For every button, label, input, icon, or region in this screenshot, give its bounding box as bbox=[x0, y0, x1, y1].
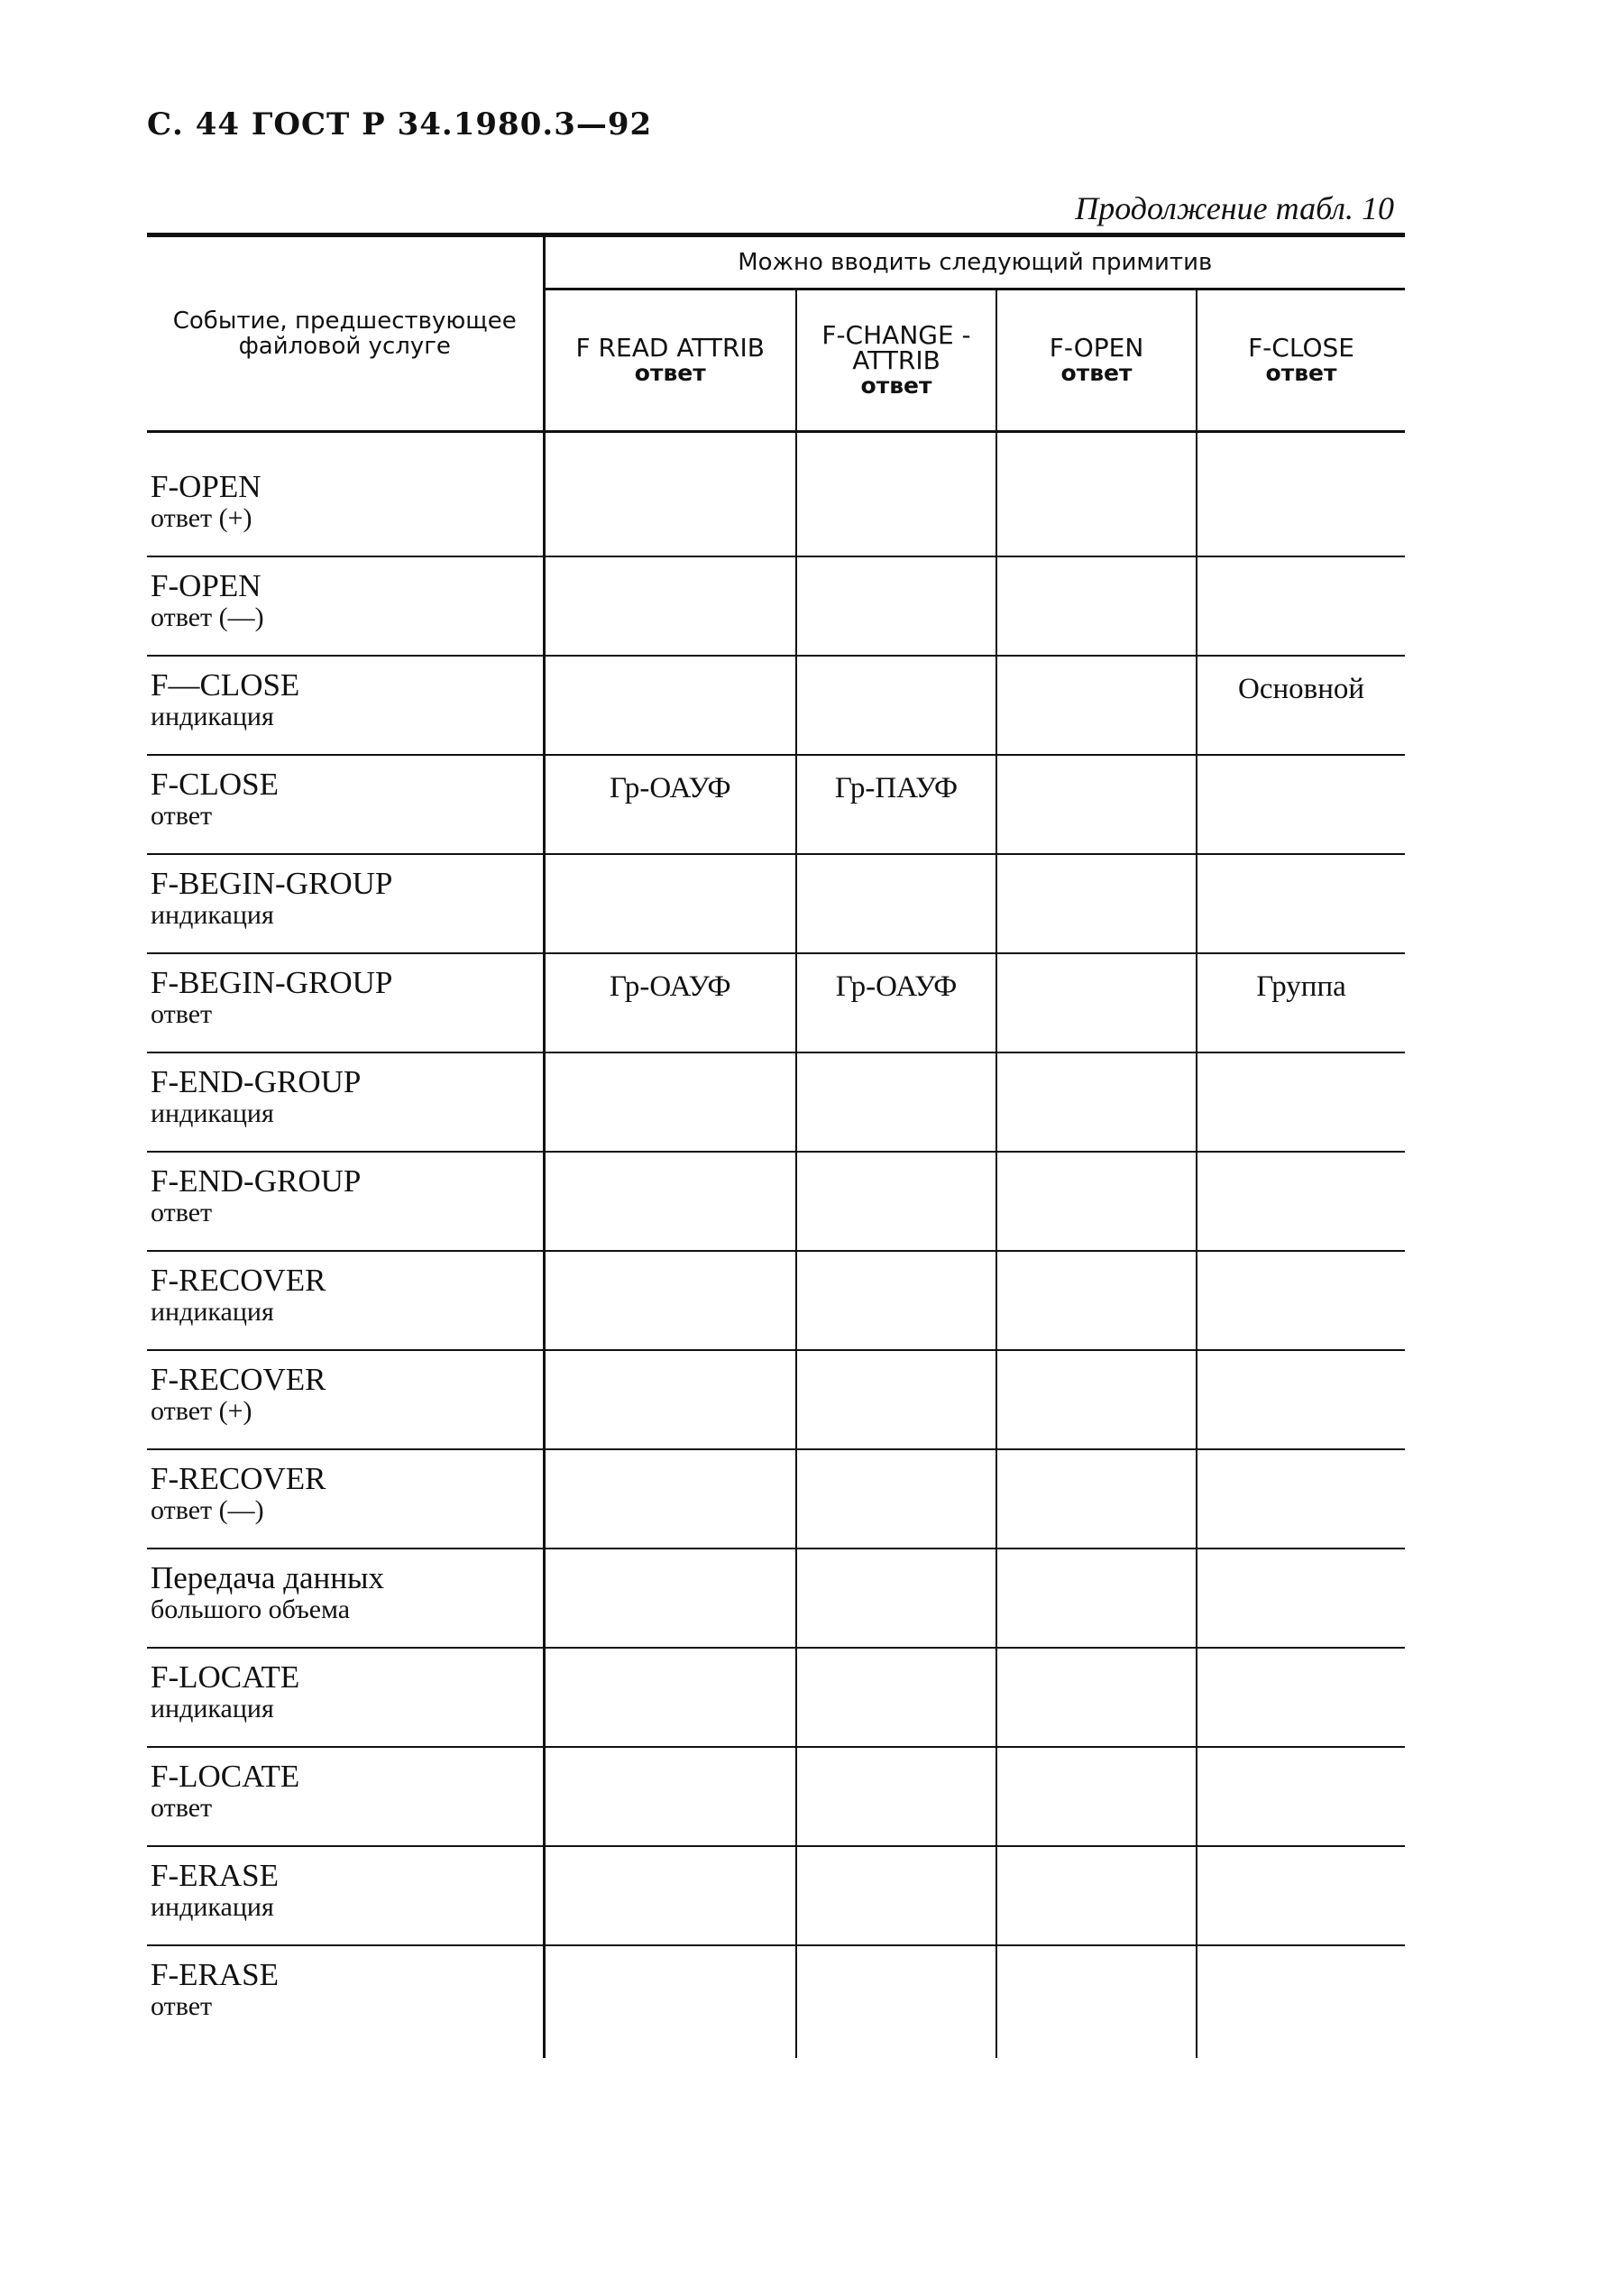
permission-value bbox=[1197, 1351, 1405, 1367]
permission-cell bbox=[796, 458, 996, 556]
event-kind: большого объема bbox=[151, 1595, 351, 1624]
event-name: F-BEGIN-GROUP bbox=[151, 866, 393, 901]
permission-cell bbox=[796, 556, 996, 656]
event-kind: ответ (+) bbox=[151, 1396, 252, 1426]
event-name: F-BEGIN-GROUP bbox=[151, 965, 393, 1000]
permission-cell bbox=[1197, 1251, 1405, 1350]
permission-value bbox=[546, 1649, 796, 1665]
permission-cell bbox=[1197, 1945, 1405, 2058]
permission-cell bbox=[544, 1449, 796, 1549]
event-cell bbox=[147, 1846, 544, 1945]
event-kind: индикация bbox=[151, 1694, 274, 1723]
event-name: F-ERASE bbox=[151, 1858, 279, 1893]
event-kind: индикация bbox=[151, 900, 274, 930]
event-kind: индикация bbox=[151, 1297, 274, 1327]
permission-cell bbox=[1197, 1846, 1405, 1945]
event-cell bbox=[147, 1052, 544, 1152]
primitive-column-name: F-CHANGE -ATTRIB bbox=[821, 319, 971, 375]
event-kind: индикация bbox=[151, 1098, 274, 1128]
permission-value bbox=[797, 458, 996, 474]
permission-value bbox=[1197, 1847, 1405, 1863]
event-cell bbox=[147, 1747, 544, 1846]
permission-cell bbox=[1197, 656, 1405, 755]
permission-cell bbox=[1197, 953, 1405, 1052]
permission-cell bbox=[996, 1846, 1197, 1945]
permission-value bbox=[997, 557, 1196, 574]
permission-value bbox=[1197, 1450, 1405, 1466]
event-cell bbox=[147, 755, 544, 854]
table-row bbox=[147, 1648, 1405, 1747]
permission-value bbox=[797, 1748, 996, 1764]
permission-value bbox=[546, 1053, 796, 1070]
primitive-column-name: F READ ATTRIB bbox=[575, 332, 765, 363]
event-kind: ответ bbox=[151, 801, 213, 831]
permission-cell bbox=[796, 1052, 996, 1152]
permission-cell bbox=[1197, 1648, 1405, 1747]
permission-cell bbox=[544, 1945, 796, 2058]
event-kind: индикация bbox=[151, 702, 274, 731]
event-cell bbox=[147, 1945, 544, 2058]
event-name: F-END-GROUP bbox=[151, 1163, 362, 1199]
permission-value bbox=[997, 657, 1196, 673]
primitive-sequence-table bbox=[147, 233, 1405, 2058]
permission-value bbox=[797, 855, 996, 871]
permission-value bbox=[797, 1252, 996, 1268]
permission-value bbox=[997, 1549, 1196, 1566]
permission-cell bbox=[796, 1251, 996, 1350]
primitive-column-header bbox=[796, 289, 996, 432]
permission-value bbox=[546, 1153, 796, 1169]
permission-value: Основной bbox=[1237, 673, 1365, 705]
permission-value bbox=[1197, 1252, 1405, 1268]
permission-value: Группа bbox=[1256, 970, 1346, 1003]
permission-value bbox=[1197, 756, 1405, 772]
primitive-column-name: F-CLOSE bbox=[1248, 332, 1354, 363]
permission-value bbox=[797, 1153, 996, 1169]
permission-cell bbox=[996, 1549, 1197, 1648]
event-name: F—CLOSE bbox=[151, 667, 300, 703]
table-row bbox=[147, 1052, 1405, 1152]
event-name: F-RECOVER bbox=[151, 1461, 326, 1496]
permission-cell bbox=[996, 1449, 1197, 1549]
event-cell bbox=[147, 854, 544, 953]
event-name: F-OPEN bbox=[151, 469, 261, 504]
permission-value bbox=[546, 458, 796, 474]
event-cell bbox=[147, 1152, 544, 1251]
permission-cell bbox=[1197, 1747, 1405, 1846]
permission-value bbox=[797, 1549, 996, 1566]
table-row bbox=[147, 1747, 1405, 1846]
primitive-column-header bbox=[544, 289, 796, 432]
permission-value: Гр-ПАУФ bbox=[834, 772, 959, 804]
permission-cell bbox=[544, 953, 796, 1052]
permission-cell bbox=[796, 1648, 996, 1747]
permission-value bbox=[797, 1946, 996, 1962]
permission-value bbox=[997, 1450, 1196, 1466]
permission-cell bbox=[544, 755, 796, 854]
permission-value bbox=[997, 1351, 1196, 1367]
permission-value bbox=[797, 657, 996, 673]
permission-value bbox=[797, 1649, 996, 1665]
permission-value: Гр-ОАУФ bbox=[609, 970, 731, 1003]
permission-value bbox=[797, 1847, 996, 1863]
permission-value bbox=[546, 1847, 796, 1863]
permission-cell bbox=[996, 1945, 1197, 2058]
page-header: С. 44 ГОСТ Р 34.1980.3—92 bbox=[147, 106, 653, 142]
event-cell bbox=[147, 1549, 544, 1648]
primitive-column-type: ответ bbox=[1060, 359, 1133, 386]
primitive-column-type: ответ bbox=[1265, 359, 1337, 386]
event-name: F-CLOSE bbox=[151, 767, 279, 802]
table-row bbox=[147, 1846, 1405, 1945]
table-row bbox=[147, 755, 1405, 854]
event-kind: ответ (+) bbox=[151, 503, 252, 533]
permission-cell bbox=[996, 1251, 1197, 1350]
permission-value bbox=[797, 1053, 996, 1070]
primitive-column-header bbox=[996, 289, 1197, 432]
permission-value bbox=[1197, 1748, 1405, 1764]
event-kind: ответ bbox=[151, 1793, 213, 1823]
permission-cell bbox=[996, 1052, 1197, 1152]
event-name: F-OPEN bbox=[151, 568, 261, 603]
event-cell bbox=[147, 1350, 544, 1449]
permission-value bbox=[997, 1053, 1196, 1070]
permission-cell bbox=[544, 1251, 796, 1350]
permission-value bbox=[1197, 1153, 1405, 1169]
permission-value bbox=[997, 1252, 1196, 1268]
event-kind: ответ bbox=[151, 1198, 213, 1227]
permission-cell bbox=[996, 1350, 1197, 1449]
permission-value bbox=[997, 855, 1196, 871]
permission-cell bbox=[996, 656, 1197, 755]
table-continuation-label: Продолжение табл. 10 bbox=[1075, 190, 1394, 226]
permission-cell bbox=[796, 656, 996, 755]
primitive-column-type: ответ bbox=[860, 372, 932, 399]
permission-cell bbox=[544, 656, 796, 755]
event-name: Передача данных bbox=[151, 1560, 385, 1595]
event-name: F-END-GROUP bbox=[151, 1064, 362, 1099]
table-row bbox=[147, 1449, 1405, 1549]
permission-cell bbox=[544, 458, 796, 556]
permission-value bbox=[797, 557, 996, 574]
permission-cell bbox=[796, 1846, 996, 1945]
permission-cell bbox=[796, 953, 996, 1052]
primitive-column-type: ответ bbox=[634, 359, 706, 386]
table-row bbox=[147, 1350, 1405, 1449]
table-row bbox=[147, 854, 1405, 953]
permission-cell bbox=[1197, 1449, 1405, 1549]
permission-cell bbox=[544, 1846, 796, 1945]
permission-cell bbox=[796, 1449, 996, 1549]
permission-value bbox=[797, 1450, 996, 1466]
event-name: F-LOCATE bbox=[151, 1759, 300, 1794]
permission-value bbox=[997, 1748, 1196, 1764]
permission-cell bbox=[1197, 556, 1405, 656]
permission-cell bbox=[544, 854, 796, 953]
permission-cell bbox=[544, 1747, 796, 1846]
event-cell bbox=[147, 953, 544, 1052]
permission-cell bbox=[996, 556, 1197, 656]
permission-value bbox=[546, 557, 796, 574]
permission-cell bbox=[1197, 755, 1405, 854]
table-row bbox=[147, 656, 1405, 755]
permission-value: Гр-ОАУФ bbox=[609, 772, 731, 804]
permission-cell bbox=[1197, 458, 1405, 556]
permission-value bbox=[546, 1748, 796, 1764]
permission-value bbox=[797, 1351, 996, 1367]
permission-value bbox=[997, 1946, 1196, 1962]
permission-value bbox=[546, 1946, 796, 1962]
permission-cell bbox=[796, 854, 996, 953]
event-kind: индикация bbox=[151, 1892, 274, 1922]
permission-value bbox=[1197, 855, 1405, 871]
permission-cell bbox=[796, 1945, 996, 2058]
table-row bbox=[147, 458, 1405, 556]
permission-value bbox=[997, 1847, 1196, 1863]
event-column-header: Событие, предшествующее файловой услуге bbox=[147, 235, 544, 432]
permission-cell bbox=[544, 1648, 796, 1747]
permission-value bbox=[546, 1252, 796, 1268]
primitive-group-header: Можно вводить следующий примитив bbox=[544, 235, 1405, 289]
permission-cell bbox=[1197, 1152, 1405, 1251]
permission-cell bbox=[544, 1052, 796, 1152]
event-kind: ответ (—) bbox=[151, 602, 264, 632]
permission-value bbox=[997, 1649, 1196, 1665]
permission-cell bbox=[544, 1549, 796, 1648]
event-name: F-LOCATE bbox=[151, 1659, 300, 1695]
permission-cell bbox=[544, 556, 796, 656]
permission-cell bbox=[1197, 1052, 1405, 1152]
event-cell bbox=[147, 1251, 544, 1350]
event-kind: ответ bbox=[151, 999, 213, 1029]
permission-cell bbox=[1197, 1549, 1405, 1648]
event-kind: ответ (—) bbox=[151, 1495, 264, 1525]
permission-value bbox=[546, 1450, 796, 1466]
event-name: F-RECOVER bbox=[151, 1362, 326, 1397]
permission-cell bbox=[1197, 1350, 1405, 1449]
permission-cell bbox=[1197, 854, 1405, 953]
event-cell bbox=[147, 1449, 544, 1549]
permission-value bbox=[1197, 458, 1405, 474]
permission-cell bbox=[996, 1648, 1197, 1747]
primitive-column-header bbox=[1197, 289, 1405, 432]
table-row bbox=[147, 556, 1405, 656]
permission-value bbox=[997, 1153, 1196, 1169]
permission-cell bbox=[544, 1350, 796, 1449]
table-row bbox=[147, 1549, 1405, 1648]
table-row bbox=[147, 1945, 1405, 2058]
permission-value bbox=[1197, 1946, 1405, 1962]
event-cell bbox=[147, 1648, 544, 1747]
permission-cell bbox=[796, 1152, 996, 1251]
permission-value bbox=[1197, 1649, 1405, 1665]
permission-value bbox=[1197, 557, 1405, 574]
event-name: F-ERASE bbox=[151, 1957, 279, 1992]
table-row bbox=[147, 953, 1405, 1052]
permission-value bbox=[546, 657, 796, 673]
permission-value bbox=[546, 855, 796, 871]
permission-value bbox=[1197, 1053, 1405, 1070]
permission-cell bbox=[996, 854, 1197, 953]
permission-cell bbox=[796, 1747, 996, 1846]
event-cell bbox=[147, 556, 544, 656]
event-kind: ответ bbox=[151, 1991, 213, 2021]
event-cell bbox=[147, 458, 544, 556]
permission-cell bbox=[796, 1549, 996, 1648]
permission-cell bbox=[996, 1747, 1197, 1846]
permission-cell bbox=[796, 755, 996, 854]
primitive-column-name: F-OPEN bbox=[1049, 332, 1144, 363]
permission-value bbox=[546, 1351, 796, 1367]
table-row bbox=[147, 1152, 1405, 1251]
permission-value bbox=[997, 954, 1196, 970]
event-cell bbox=[147, 656, 544, 755]
permission-cell bbox=[544, 1152, 796, 1251]
permission-cell bbox=[996, 953, 1197, 1052]
permission-value bbox=[546, 1549, 796, 1566]
permission-cell bbox=[996, 458, 1197, 556]
permission-cell bbox=[996, 755, 1197, 854]
permission-value bbox=[997, 458, 1196, 474]
event-name: F-RECOVER bbox=[151, 1263, 326, 1298]
permission-cell bbox=[796, 1350, 996, 1449]
permission-value bbox=[1197, 1549, 1405, 1566]
permission-value bbox=[997, 756, 1196, 772]
table-row bbox=[147, 1251, 1405, 1350]
permission-cell bbox=[996, 1152, 1197, 1251]
permission-value: Гр-ОАУФ bbox=[835, 970, 958, 1003]
